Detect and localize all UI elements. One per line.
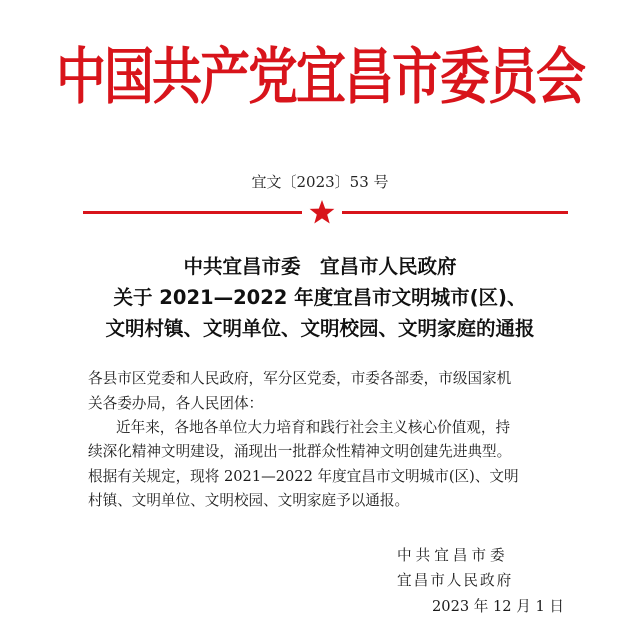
paragraph-line-3: 根据有关规定，现将 2021—2022 年度宜昌市文明城市(区)、文明	[88, 468, 519, 485]
salutation-line-1: 各县市区党委和人民政府，军分区党委，市委各部委，市级国家机	[88, 370, 512, 387]
notice-title-line-2: 关于 2021—2022 年度宜昌市文明城市(区)、	[113, 286, 527, 309]
signature-org-2: 宜昌市人民政府	[397, 572, 514, 589]
paragraph-line-2: 续深化精神文明建设，涌现出一批群众性精神文明创建先进典型。	[88, 443, 512, 460]
notice-title-line-1: 中共宜昌市委 宜昌市人民政府	[183, 255, 457, 278]
notice-title-line-3: 文明村镇、文明单位、文明校园、文明家庭的通报	[105, 317, 535, 340]
signature-date: 2023 年 12 月 1 日	[432, 598, 564, 615]
signature-org-1: 中共宜昌市委	[397, 547, 509, 564]
star-icon	[309, 199, 335, 225]
paragraph-line-1: 近年来，各地各单位大力培育和践行社会主义核心价值观，持	[116, 419, 511, 436]
red-divider-left	[83, 211, 302, 214]
salutation-line-2: 关各委办局，各人民团体：	[88, 395, 264, 412]
masthead-title: 中国共产党宜昌市委员会	[56, 41, 584, 113]
document-number: 宜文〔2023〕53 号	[251, 173, 389, 191]
paragraph-line-4: 村镇、文明单位、文明校园、文明家庭予以通报。	[88, 492, 410, 509]
red-divider-right	[342, 211, 568, 214]
